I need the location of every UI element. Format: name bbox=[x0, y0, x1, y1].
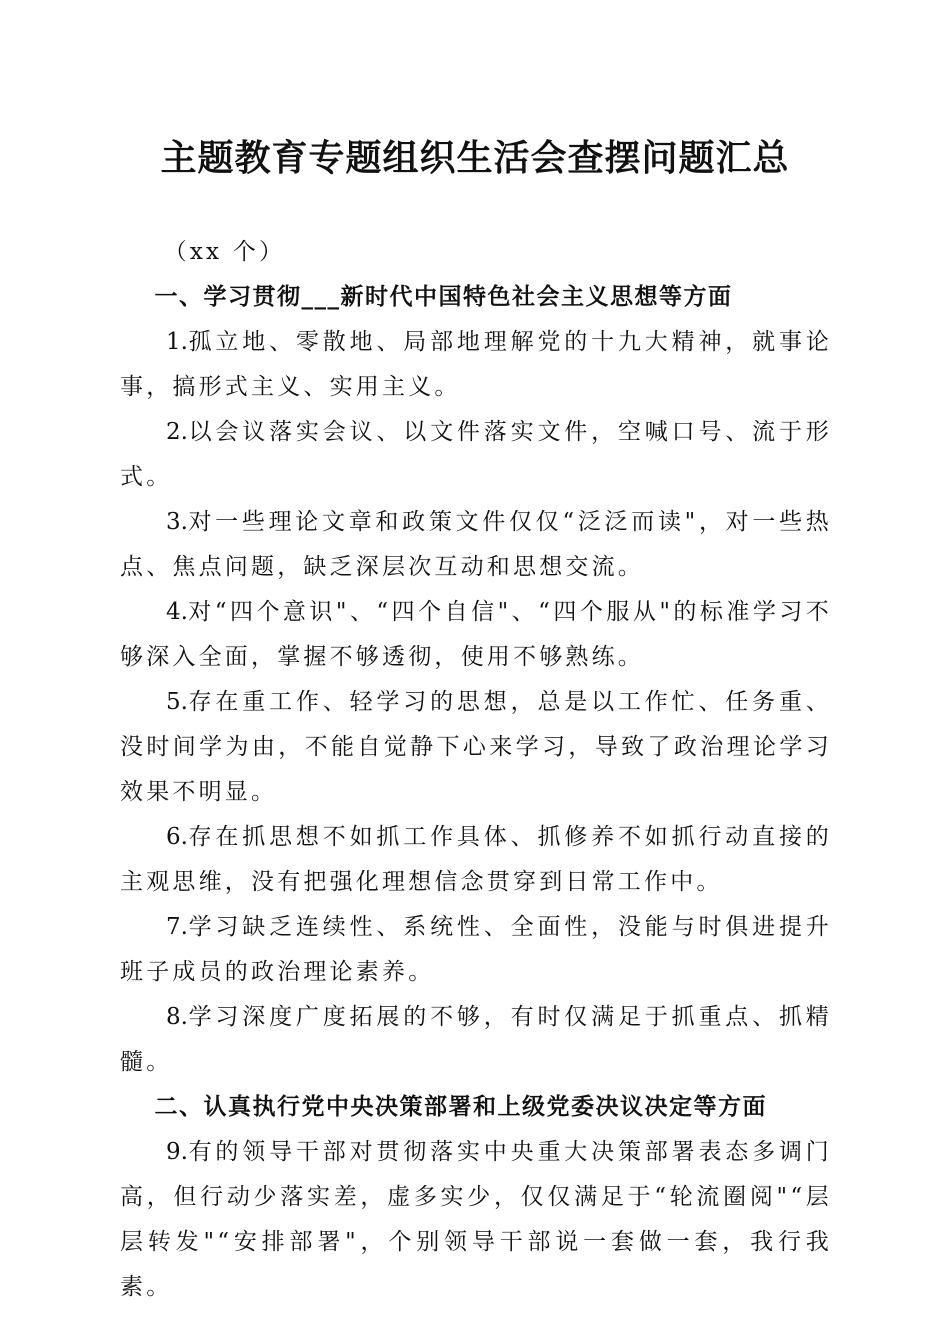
item-number: 2. bbox=[166, 419, 188, 445]
section-heading-1: 一、学习贯彻___新时代中国特色社会主义思想等方面 bbox=[154, 284, 733, 310]
section-heading-2: 二、认真执行党中央决策部署和上级党委决议决定等方面 bbox=[154, 1094, 767, 1120]
item-number: 9. bbox=[166, 1139, 188, 1165]
count-note: （xx 个） bbox=[163, 239, 286, 265]
item-text: 学习缺乏连续性、系统性、全面性，没能与时俱进提升班子成员的政治理论素养。 bbox=[120, 914, 832, 985]
item-number: 7. bbox=[166, 914, 188, 940]
document-title: 主题教育专题组织生活会查摆问题汇总 bbox=[160, 137, 790, 179]
item-number: 6. bbox=[166, 824, 188, 850]
item-number: 3. bbox=[166, 509, 188, 535]
document-body bbox=[120, 230, 832, 1310]
item-text: 存在抓思想不如抓工作具体、抓修养不如抓行动直接的主观思维，没有把强化理想信念贯穿到日常工作中。 bbox=[120, 824, 832, 895]
item-text: 有的领导干部对贯彻落实中央重大决策部署表态多调门高，但行动少落实差，虚多实少，仅仅满足于“轮流圈阅"“层层转发"“安排部署"，个别领导干部说一套做一套，我行我素。 bbox=[120, 1139, 832, 1300]
list-item bbox=[120, 995, 832, 1085]
list-item bbox=[120, 320, 832, 410]
list-item bbox=[120, 1130, 832, 1310]
list-item bbox=[120, 500, 832, 590]
list-item bbox=[120, 410, 832, 500]
item-text: 对一些理论文章和政策文件仅仅“泛泛而读"，对一些热点、焦点问题，缺乏深层次互动和思想交流。 bbox=[120, 509, 832, 580]
item-number: 5. bbox=[166, 689, 188, 715]
list-item bbox=[120, 590, 832, 680]
list-item bbox=[120, 905, 832, 995]
item-number: 4. bbox=[166, 599, 188, 625]
list-item bbox=[120, 680, 832, 815]
list-item bbox=[120, 815, 832, 905]
item-text: 对“四个意识"、“四个自信"、“四个服从"的标准学习不够深入全面，掌握不够透彻，使用不够熟练。 bbox=[120, 599, 832, 670]
item-number: 1. bbox=[166, 329, 188, 355]
item-text: 孤立地、零散地、局部地理解党的十九大精神，就事论事，搞形式主义、实用主义。 bbox=[120, 329, 832, 400]
item-text: 存在重工作、轻学习的思想，总是以工作忙、任务重、没时间学为由，不能自觉静下心来学习，导致了政治理论学习效果不明显。 bbox=[120, 689, 832, 805]
item-text: 以会议落实会议、以文件落实文件，空喊口号、流于形式。 bbox=[120, 419, 832, 490]
item-text: 学习深度广度拓展的不够，有时仅满足于抓重点、抓精髓。 bbox=[120, 1004, 832, 1075]
item-number: 8. bbox=[166, 1004, 188, 1030]
